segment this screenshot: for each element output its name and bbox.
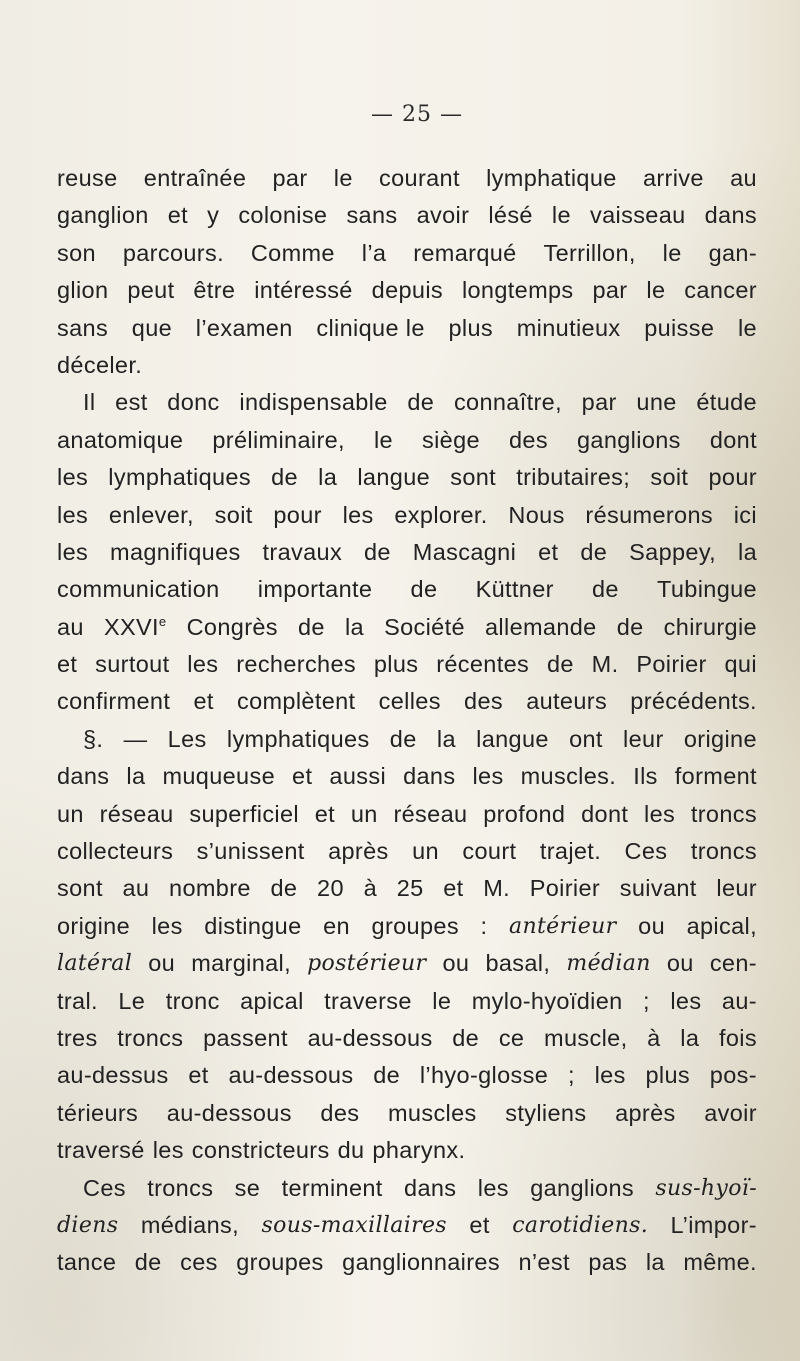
word: de: [271, 464, 298, 491]
word: préliminaire,: [212, 426, 345, 453]
word: langue: [357, 464, 431, 491]
text-line: [57, 310, 757, 347]
word: se: [234, 1174, 261, 1201]
text-line: [57, 833, 757, 870]
word: recherches: [236, 651, 356, 678]
word: les: [57, 464, 89, 491]
word: ;: [567, 1062, 575, 1089]
word: médian: [566, 951, 651, 977]
word: les: [57, 538, 89, 565]
word: indispensable: [239, 389, 388, 416]
word: mylo-hyoïdien: [471, 987, 623, 1014]
word: Les: [167, 725, 207, 752]
word: au-dessus: [57, 1062, 169, 1089]
word: trajet.: [539, 838, 602, 865]
word: leur: [623, 725, 664, 752]
text-line: [57, 870, 757, 907]
word: XXVIe: [103, 613, 167, 640]
word: Sappey,: [629, 538, 717, 565]
text-line: [57, 683, 757, 720]
word: et: [314, 800, 336, 827]
word: de: [270, 875, 298, 902]
word: térieurs: [57, 1099, 139, 1126]
word: de: [546, 651, 574, 678]
word: les: [152, 1137, 184, 1164]
word: sous-maxillaires: [261, 1212, 447, 1238]
word: dont: [709, 426, 757, 453]
word: et: [193, 688, 214, 715]
word: troncs: [117, 1024, 184, 1051]
word: un: [57, 800, 84, 827]
word: et: [167, 202, 189, 229]
word: sont: [57, 875, 103, 902]
word: le: [373, 426, 393, 453]
word: antérieur: [509, 913, 617, 939]
word: puisse: [644, 314, 715, 341]
word: de: [580, 538, 608, 565]
word: au: [730, 165, 757, 191]
word: donc: [167, 389, 220, 416]
word: minutieux: [516, 314, 621, 341]
word: le: [646, 277, 666, 304]
word: groupes: [371, 912, 459, 939]
text-line: [57, 609, 757, 646]
word: suivant: [619, 875, 697, 902]
word: peut: [127, 277, 175, 304]
superscript: e: [158, 613, 167, 629]
word: les: [187, 651, 219, 678]
word: cancer: [684, 277, 757, 304]
text-line: [57, 160, 757, 197]
word: le: [662, 239, 682, 266]
word: ce: [498, 1024, 525, 1051]
word: court: [462, 838, 517, 865]
text-line: [57, 1132, 757, 1169]
word: au-: [721, 987, 757, 1014]
word: Poirier: [529, 875, 601, 902]
word: une: [636, 389, 677, 416]
text-line: [57, 197, 757, 234]
word: sans: [346, 202, 398, 229]
word: réseau: [99, 800, 174, 827]
word: aussi: [329, 763, 387, 790]
text-line: [57, 272, 757, 309]
word: Tubingue: [657, 576, 757, 603]
word: apical: [240, 987, 304, 1014]
word: ou: [638, 912, 665, 939]
word: les: [57, 501, 89, 528]
word: Nous: [508, 501, 565, 528]
word: tributaires;: [516, 464, 631, 491]
word: cen-: [709, 950, 757, 977]
text-line: [57, 945, 757, 982]
word: Société: [384, 613, 465, 640]
word: dans: [57, 763, 110, 790]
word: la: [318, 464, 338, 491]
word: la: [738, 538, 757, 565]
word: basal,: [485, 950, 551, 977]
word: des: [509, 426, 548, 453]
word: plus: [645, 1062, 690, 1089]
word: collecteurs: [57, 838, 174, 865]
word: passent: [203, 1024, 288, 1051]
word: ou: [442, 950, 470, 977]
word: longtemps: [461, 277, 574, 304]
text-line: [57, 758, 757, 795]
text-line: [57, 721, 757, 758]
word: origine: [57, 912, 130, 939]
word: tral.: [57, 987, 98, 1014]
word: en: [323, 912, 350, 939]
word: un: [412, 838, 439, 865]
word: groupes: [236, 1249, 324, 1276]
word: parcours.: [122, 239, 224, 266]
word: pos-: [709, 1062, 757, 1089]
word: de: [298, 613, 325, 640]
text-line: [57, 908, 757, 945]
word: L’impor-: [670, 1211, 757, 1238]
word: de: [407, 389, 435, 416]
word: plus: [448, 314, 493, 341]
word: forment: [674, 763, 757, 790]
word: ganglions: [577, 426, 681, 453]
word: les: [342, 501, 374, 528]
word: Poirier: [636, 651, 707, 678]
word: clinique le: [316, 314, 425, 341]
word: arrive: [642, 165, 704, 191]
word: déceler.: [57, 351, 143, 378]
word: origine: [683, 725, 757, 752]
word: au-dessous: [228, 1062, 354, 1089]
word: de: [410, 576, 438, 603]
word: au: [122, 875, 150, 902]
word: récentes: [436, 651, 530, 678]
word: le: [737, 314, 757, 341]
word: confirment: [57, 688, 171, 715]
word: troncs: [690, 838, 757, 865]
word: le: [432, 987, 452, 1014]
word: gan-: [708, 239, 757, 266]
word: du: [337, 1137, 365, 1164]
word: ici: [733, 501, 757, 528]
word: s’unissent: [196, 838, 305, 865]
word: :: [480, 912, 488, 939]
word: explorer.: [394, 501, 488, 528]
word: —: [123, 725, 148, 752]
word: carotidiens.: [512, 1212, 649, 1238]
word: anatomique: [57, 426, 184, 453]
text-line: [57, 796, 757, 833]
word: Küttner: [475, 576, 554, 603]
word: de: [364, 538, 391, 565]
word: n’est: [518, 1249, 570, 1276]
text-line: [57, 1207, 757, 1244]
word: et: [57, 651, 78, 678]
word: l’hyo-glosse: [419, 1062, 549, 1089]
word: 25: [396, 875, 424, 902]
word: la: [645, 1249, 665, 1276]
word: chirurgie: [663, 613, 757, 640]
word: est: [115, 389, 148, 416]
text-line: [57, 983, 757, 1020]
word: Ils: [633, 763, 658, 790]
word: lymphatiques: [108, 464, 251, 491]
word: pour: [273, 501, 322, 528]
page-number: — 25 —: [371, 102, 463, 127]
word: l’a: [361, 239, 387, 266]
word: avoir: [704, 1099, 757, 1126]
text-line: [57, 534, 757, 571]
word: un: [350, 800, 378, 827]
word: langue: [476, 725, 549, 752]
word: depuis: [371, 277, 444, 304]
word: les: [151, 912, 183, 939]
text-line: [57, 1170, 757, 1207]
word: M.: [483, 875, 511, 902]
word: allemande: [485, 613, 597, 640]
word: et: [443, 875, 464, 902]
word: même.: [683, 1249, 757, 1276]
word: superficiel: [189, 800, 299, 827]
word: sans: [57, 314, 109, 341]
word: la: [126, 763, 146, 790]
word: postérieur: [307, 951, 427, 977]
word: ces: [180, 1249, 218, 1276]
word: 20: [317, 875, 344, 902]
word: de: [616, 613, 644, 640]
text-line: [57, 347, 757, 384]
word: à: [363, 875, 377, 902]
word: travaux: [262, 538, 343, 565]
word: ou: [666, 950, 694, 977]
word: traversé: [57, 1137, 145, 1164]
word: ou: [148, 950, 176, 977]
word: auteurs: [526, 688, 608, 715]
word: que: [131, 314, 173, 341]
word: et: [469, 1211, 490, 1238]
word: des: [464, 688, 503, 715]
word: de: [592, 576, 619, 603]
word: et: [188, 1062, 209, 1089]
word: la: [436, 725, 456, 752]
word: M.: [591, 651, 619, 678]
word: et: [538, 538, 559, 565]
text-line: [57, 459, 757, 496]
word: lymphatique: [486, 165, 617, 191]
word: vaisseau: [590, 202, 686, 229]
word: ganglions: [530, 1174, 634, 1201]
word: dont: [581, 800, 629, 827]
word: plus: [373, 651, 419, 678]
word: Mascagni: [412, 538, 517, 565]
word: colonise: [238, 202, 328, 229]
word: sus-hyoï-: [655, 1175, 757, 1201]
word: diens: [57, 1212, 119, 1238]
word: qui: [724, 651, 757, 678]
text-line: [57, 1095, 757, 1132]
word: celles: [378, 688, 441, 715]
word: profond: [483, 800, 566, 827]
word: et: [292, 763, 313, 790]
word: des: [320, 1099, 360, 1126]
word: entraînée: [143, 165, 247, 191]
word: Il: [83, 389, 96, 416]
word: marginal,: [191, 950, 292, 977]
word: fois: [719, 1024, 757, 1051]
body-text: [57, 160, 757, 1282]
word: les: [644, 800, 676, 827]
word: résumerons: [585, 501, 713, 528]
word: pour: [708, 464, 757, 491]
word: distingue: [204, 912, 302, 939]
word: enlever,: [108, 501, 194, 528]
word: troncs: [690, 800, 757, 827]
word: terminent: [281, 1174, 383, 1201]
word: styliens: [505, 1099, 587, 1126]
text-line: [57, 1244, 757, 1281]
word: remarqué: [413, 239, 517, 266]
word: importante: [257, 576, 373, 603]
word: Ces: [624, 838, 668, 865]
word: §.: [83, 725, 104, 752]
word: le: [551, 202, 571, 229]
word: étude: [696, 389, 757, 416]
word: au-dessous: [307, 1024, 433, 1051]
word: troncs: [147, 1174, 214, 1201]
word: tres: [57, 1024, 98, 1051]
word: précédents.: [630, 688, 757, 715]
word: dans: [403, 763, 456, 790]
word: après: [615, 1099, 676, 1126]
word: les: [670, 987, 702, 1014]
word: ganglionnaires: [342, 1249, 500, 1276]
word: Comme: [250, 239, 335, 266]
word: muscles.: [520, 763, 617, 790]
text-line: [57, 646, 757, 683]
word: tance: [57, 1249, 117, 1276]
word: apical,: [686, 912, 757, 939]
text-line: [57, 422, 757, 459]
word: les: [472, 763, 504, 790]
word: lésé: [488, 202, 533, 229]
word: soit: [650, 464, 689, 491]
word: courant: [379, 165, 460, 191]
word: muscle,: [544, 1024, 628, 1051]
word: pas: [588, 1249, 628, 1276]
word: Congrès: [186, 613, 278, 640]
word: la: [680, 1024, 700, 1051]
word: ganglion: [57, 202, 149, 229]
text-line: [57, 384, 757, 421]
word: leur: [716, 875, 757, 902]
word: surtout: [95, 651, 170, 678]
word: à: [647, 1024, 661, 1051]
word: la: [344, 613, 364, 640]
word: son: [57, 239, 96, 266]
word: de: [452, 1024, 480, 1051]
word: communication: [57, 576, 220, 603]
word: de: [373, 1062, 401, 1089]
word: le: [333, 165, 353, 191]
word: ;: [643, 987, 650, 1014]
word: avoir: [416, 202, 470, 229]
word: sont: [450, 464, 497, 491]
word: nombre: [169, 875, 251, 902]
word: par: [592, 277, 628, 304]
word: intéressé: [254, 277, 353, 304]
word: les: [477, 1174, 509, 1201]
word: au: [57, 613, 84, 640]
word: Terrillon,: [543, 239, 636, 266]
word: siège: [422, 426, 480, 453]
word: être: [193, 277, 236, 304]
word: de: [134, 1249, 162, 1276]
text-line: [57, 571, 757, 608]
word: connaître,: [453, 389, 562, 416]
word: complètent: [236, 688, 356, 715]
word: reuse: [57, 165, 118, 191]
word: réseau: [393, 800, 468, 827]
text-line: [57, 1057, 757, 1094]
word: lymphatiques: [226, 725, 370, 752]
word: l’examen: [195, 314, 293, 341]
word: muqueuse: [162, 763, 275, 790]
word: au-dessous: [166, 1099, 292, 1126]
word: muscles: [388, 1099, 477, 1126]
word: les: [594, 1062, 626, 1089]
word: soit: [214, 501, 253, 528]
word: magnifiques: [110, 538, 241, 565]
word: pharynx.: [372, 1137, 466, 1164]
text-line: [57, 497, 757, 534]
word: par: [581, 389, 617, 416]
word: tronc: [165, 987, 220, 1014]
word: constricteurs: [191, 1137, 330, 1164]
word: dans: [704, 202, 757, 229]
word: y: [207, 202, 220, 229]
word: par: [272, 165, 308, 191]
word: de: [389, 725, 417, 752]
word: médians,: [140, 1211, 239, 1238]
word: dans: [404, 1174, 457, 1201]
word: latéral: [57, 951, 133, 977]
text-line: [57, 235, 757, 272]
word: ont: [569, 725, 603, 752]
word: traverse: [324, 987, 412, 1014]
text-line: [57, 1020, 757, 1057]
word: Le: [118, 987, 146, 1014]
word: Ces: [83, 1174, 126, 1201]
word: glion: [57, 277, 109, 304]
word: après: [328, 838, 389, 865]
